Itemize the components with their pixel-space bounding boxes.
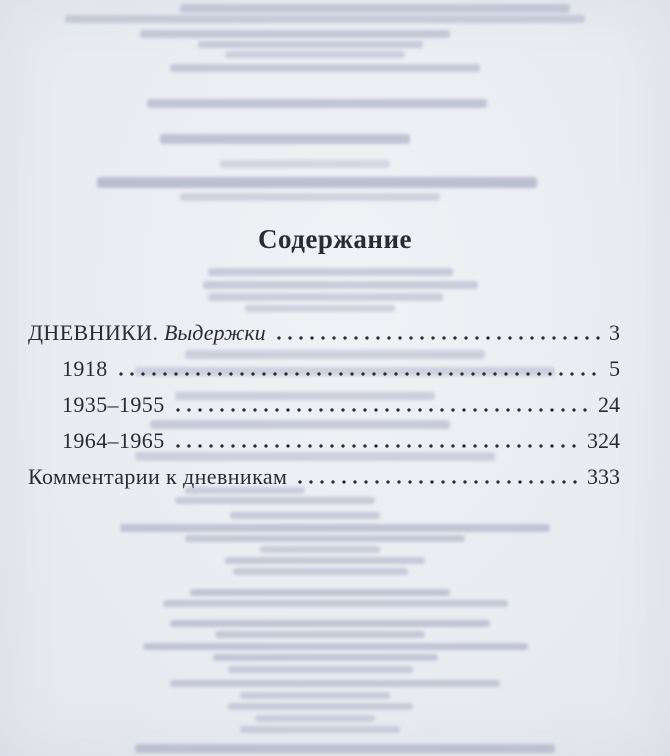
ghost-text-line bbox=[180, 4, 570, 13]
ghost-text-line bbox=[97, 177, 537, 188]
ghost-text-line bbox=[203, 281, 478, 289]
toc-entry-label bbox=[62, 426, 165, 456]
toc-entry-text: Комментарии к дневникам bbox=[28, 464, 288, 489]
ghost-text-line bbox=[170, 680, 500, 687]
ghost-text-line bbox=[170, 620, 490, 627]
toc-dot-leader bbox=[119, 372, 600, 376]
ghost-text-line bbox=[160, 134, 410, 144]
ghost-text-line bbox=[245, 305, 395, 312]
ghost-text-line bbox=[240, 692, 390, 699]
ghost-text-line bbox=[190, 589, 450, 596]
page-title: Содержание bbox=[257, 224, 413, 254]
toc-entry-page-number: 333 bbox=[587, 464, 620, 489]
toc-entry-page-number: 5 bbox=[609, 356, 620, 381]
toc-list bbox=[28, 318, 620, 498]
ghost-text-line bbox=[208, 268, 453, 276]
toc-entry-subtitle: Выдержки bbox=[158, 320, 266, 345]
ghost-text-line bbox=[140, 30, 450, 38]
toc-entry-label bbox=[62, 354, 108, 384]
toc-entry-label bbox=[28, 318, 266, 348]
ghost-text-line bbox=[198, 41, 423, 48]
toc-entry-text: ДНЕВНИКИ. bbox=[28, 320, 159, 345]
ghost-text-line bbox=[163, 600, 508, 607]
ghost-text-line bbox=[255, 715, 375, 722]
ghost-text-line bbox=[180, 193, 440, 201]
toc-entry bbox=[28, 426, 620, 462]
toc-entry-text: 1935–1955 bbox=[62, 392, 165, 417]
toc-entry bbox=[28, 462, 620, 498]
toc-entry-page-number: 324 bbox=[587, 428, 620, 453]
ghost-text-line bbox=[220, 160, 390, 168]
toc-entry bbox=[28, 318, 620, 354]
ghost-text-line bbox=[185, 535, 465, 542]
ghost-text-line bbox=[225, 51, 405, 58]
ghost-text-line bbox=[225, 557, 425, 564]
toc-entry bbox=[28, 354, 620, 390]
toc-dot-leader bbox=[176, 408, 589, 412]
ghost-text-line bbox=[208, 293, 443, 301]
ghost-text-line bbox=[215, 631, 425, 638]
toc-dot-leader bbox=[176, 444, 578, 448]
ghost-text-line bbox=[135, 744, 555, 753]
toc-entry-label bbox=[28, 462, 287, 492]
toc-entry-page-number: 3 bbox=[609, 320, 620, 345]
ghost-text-line bbox=[213, 654, 438, 661]
ghost-text-line bbox=[170, 64, 480, 72]
toc-entry bbox=[28, 390, 620, 426]
ghost-text-line bbox=[120, 524, 550, 532]
toc-dot-leader bbox=[277, 336, 600, 340]
ghost-text-line bbox=[175, 497, 375, 504]
ghost-text-line bbox=[228, 703, 413, 710]
ghost-text-line bbox=[230, 512, 380, 519]
ghost-text-line bbox=[65, 15, 585, 23]
toc-dot-leader bbox=[298, 480, 578, 484]
ghost-text-line bbox=[147, 99, 487, 108]
toc-entry-text: 1918 bbox=[62, 356, 108, 381]
ghost-text-line bbox=[228, 666, 413, 673]
toc-entry-text: 1964–1965 bbox=[62, 428, 165, 453]
ghost-text-line bbox=[260, 546, 380, 553]
toc-entry-label bbox=[62, 390, 165, 420]
ghost-text-line bbox=[240, 726, 400, 733]
toc-entry-page-number: 24 bbox=[598, 392, 620, 417]
ghost-text-line bbox=[143, 643, 528, 650]
ghost-text-line bbox=[233, 568, 408, 575]
